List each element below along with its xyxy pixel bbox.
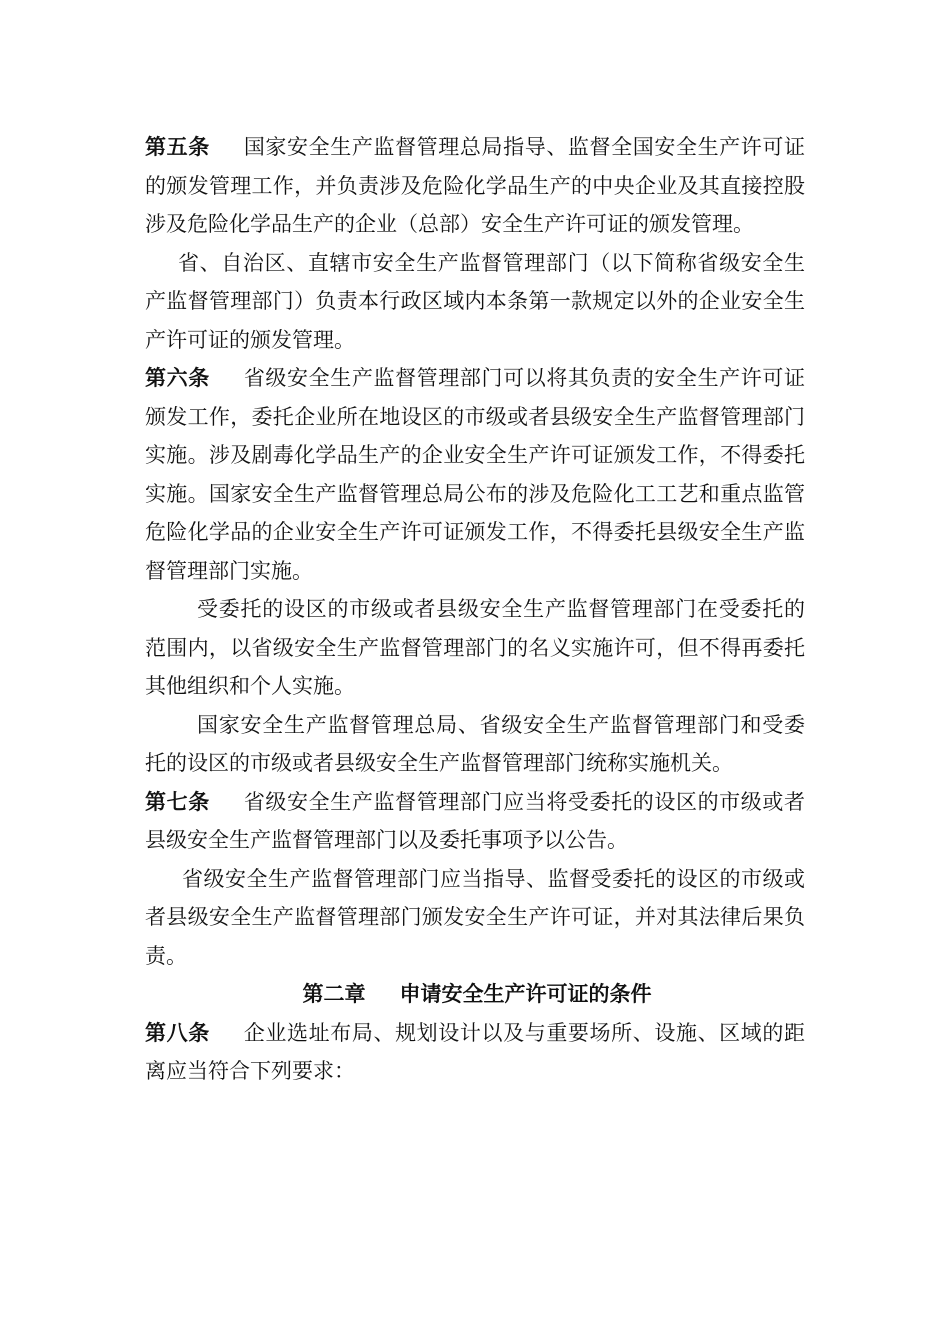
document-page [145,128,805,1091]
article-7-paragraph-2: 省级安全生产监督管理部门应当指导、监督受委托的设区的市级或者县级安全生产监督管理部门颁发安全生产许可证，并对其法律后果负责。 [145,866,805,968]
chapter-2-title: 申请安全生产许可证的条件 [399,982,652,1006]
article-6 [145,359,805,590]
chapter-2-number: 第二章 [302,982,366,1006]
article-5-body: 国家安全生产监督管理总局指导、监督全国安全生产许可证的颁发管理工作，并负责涉及危险化学品生产的中央企业及其直接控股涉及危险化学品生产的企业（总部）安全生产许可证的颁发管理。 [145,135,806,236]
article-5-title: 第五条 [145,135,210,159]
article-7 [145,783,805,860]
article-6-paragraph-2: 受委托的设区的市级或者县级安全生产监督管理部门在受委托的范围内，以省级安全生产监督管理部门的名义实施许可，但不得再委托其他组织和个人实施。 [145,597,805,698]
article-8-body: 企业选址布局、规划设计以及与重要场所、设施、区域的距离应当符合下列要求： [145,1020,806,1083]
article-5-paragraph-2: 省、自治区、直辖市安全生产监督管理部门（以下简称省级安全生产监督管理部门）负责本行政区域内本条第一款规定以外的企业安全生产许可证的颁发管理。 [145,250,805,352]
article-7-body: 省级安全生产监督管理部门应当将受委托的设区的市级或者县级安全生产监督管理部门以及委托事项予以公告。 [145,789,806,852]
article-6-title: 第六条 [145,366,210,390]
article-8 [145,1014,805,1091]
article-8-title: 第八条 [145,1020,210,1045]
chapter-2-heading [145,975,805,1014]
article-7-title: 第七条 [145,789,210,814]
article-6-body: 省级安全生产监督管理部门可以将其负责的安全生产许可证颁发工作，委托企业所在地设区的市级或者县级安全生产监督管理部门实施。涉及剧毒化学品生产的企业安全生产许可证颁发工作，不得委托实施。国家安全生产监督管理总局公布的涉及危险化工工艺和重点监管危险化学品的企业安全生产许可证颁发工作，不得委托县级安全生产监督管理部门实施。 [145,366,806,583]
article-6-paragraph-3: 国家安全生产监督管理总局、省级安全生产监督管理部门和受委托的设区的市级或者县级安全生产监督管理部门统称实施机关。 [145,712,805,775]
article-5 [145,128,805,244]
